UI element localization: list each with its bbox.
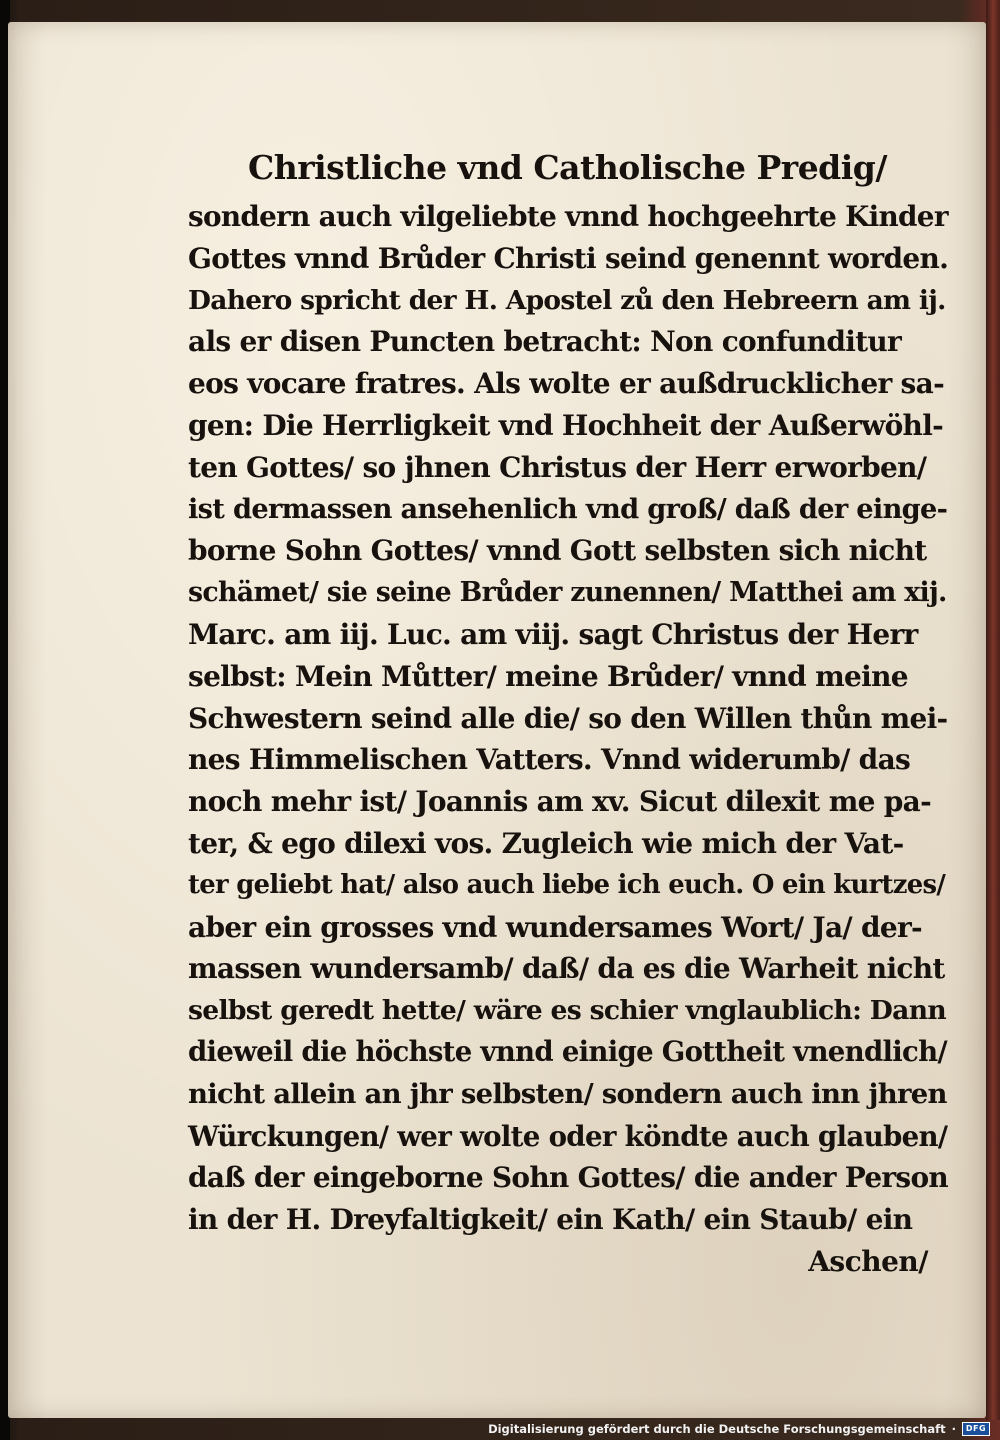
text-line: sondern auch vilgeliebte vnnd hochgeehrte Kinder bbox=[188, 200, 948, 233]
text-line: gen: Die Herrligkeit vnd Hochheit der Außerwöhl- bbox=[188, 408, 944, 442]
body-text bbox=[188, 196, 948, 1241]
text-line: dieweil die höchste vnnd einige Gottheit vnendlich/ bbox=[188, 1035, 947, 1068]
text-line: schämet/ sie seine Brůder zunennen/ Matthei am xij. bbox=[188, 577, 947, 609]
book-page bbox=[8, 22, 986, 1418]
text-line: ist dermassen ansehenlich vnd groß/ daß der einge- bbox=[188, 492, 948, 525]
text-line: selbst: Mein Můtter/ meine Brůder/ vnnd meine bbox=[188, 659, 908, 693]
footer-separator: · bbox=[951, 1422, 956, 1436]
text-line: borne Sohn Gottes/ vnnd Gott selbsten sich nicht bbox=[188, 534, 927, 568]
text-line: ter, & ego dilexi vos. Zugleich wie mich der Vat- bbox=[188, 826, 904, 860]
text-line: massen wundersamb/ daß/ da es die Warheit nicht bbox=[188, 952, 945, 986]
text-line: nes Himmelischen Vatters. Vnnd widerumb/ das bbox=[188, 743, 911, 777]
text-line: eos vocare fratres. Als wolte er außdrucklicher sa- bbox=[188, 367, 944, 401]
text-line: Gottes vnnd Brůder Christi seind genennt worden. bbox=[188, 241, 949, 275]
text-line: aber ein grosses vnd wundersames Wort/ Ja/ der- bbox=[188, 910, 922, 944]
text-line: ter geliebt hat/ also auch liebe ich euch. O ein kurtzes/ bbox=[188, 869, 946, 900]
text-line: Dahero spricht der H. Apostel zů den Hebreern am ij. bbox=[188, 284, 946, 316]
footer bbox=[488, 1418, 990, 1440]
text-line: in der H. Dreyfaltigkeit/ ein Kath/ ein Staub/ ein bbox=[188, 1203, 913, 1237]
text-line: nicht allein an jhr selbsten/ sondern auch inn jhren bbox=[188, 1077, 947, 1110]
catchword: Aschen/ bbox=[808, 1244, 928, 1278]
text-line: daß der eingeborne Sohn Gottes/ die ander Person bbox=[188, 1161, 949, 1195]
text-line: selbst geredt hette/ wäre es schier vnglaublich: Dann bbox=[188, 995, 946, 1027]
text-line: ten Gottes/ so jhnen Christus der Herr erworben/ bbox=[188, 450, 927, 484]
text-line: als er disen Puncten betracht: Non confunditur bbox=[188, 325, 902, 359]
running-head: Christliche vnd Catholische Predig/ bbox=[248, 148, 887, 187]
dfg-logo: DFG bbox=[962, 1422, 990, 1436]
text-line: Würckungen/ wer wolte oder köndte auch glauben/ bbox=[188, 1119, 948, 1153]
text-line: noch mehr ist/ Joannis am xv. Sicut dilexit me pa- bbox=[188, 785, 932, 819]
book-cover-edge bbox=[986, 0, 1000, 1420]
funding-note: Digitalisierung gefördert durch die Deutsche Forschungsgemeinschaft bbox=[488, 1422, 946, 1436]
text-line: Marc. am iij. Luc. am viij. sagt Christus der Herr bbox=[188, 617, 918, 651]
text-line: Schwestern seind alle die/ so den Willen thůn mei- bbox=[188, 701, 948, 735]
text-block bbox=[188, 140, 948, 1283]
